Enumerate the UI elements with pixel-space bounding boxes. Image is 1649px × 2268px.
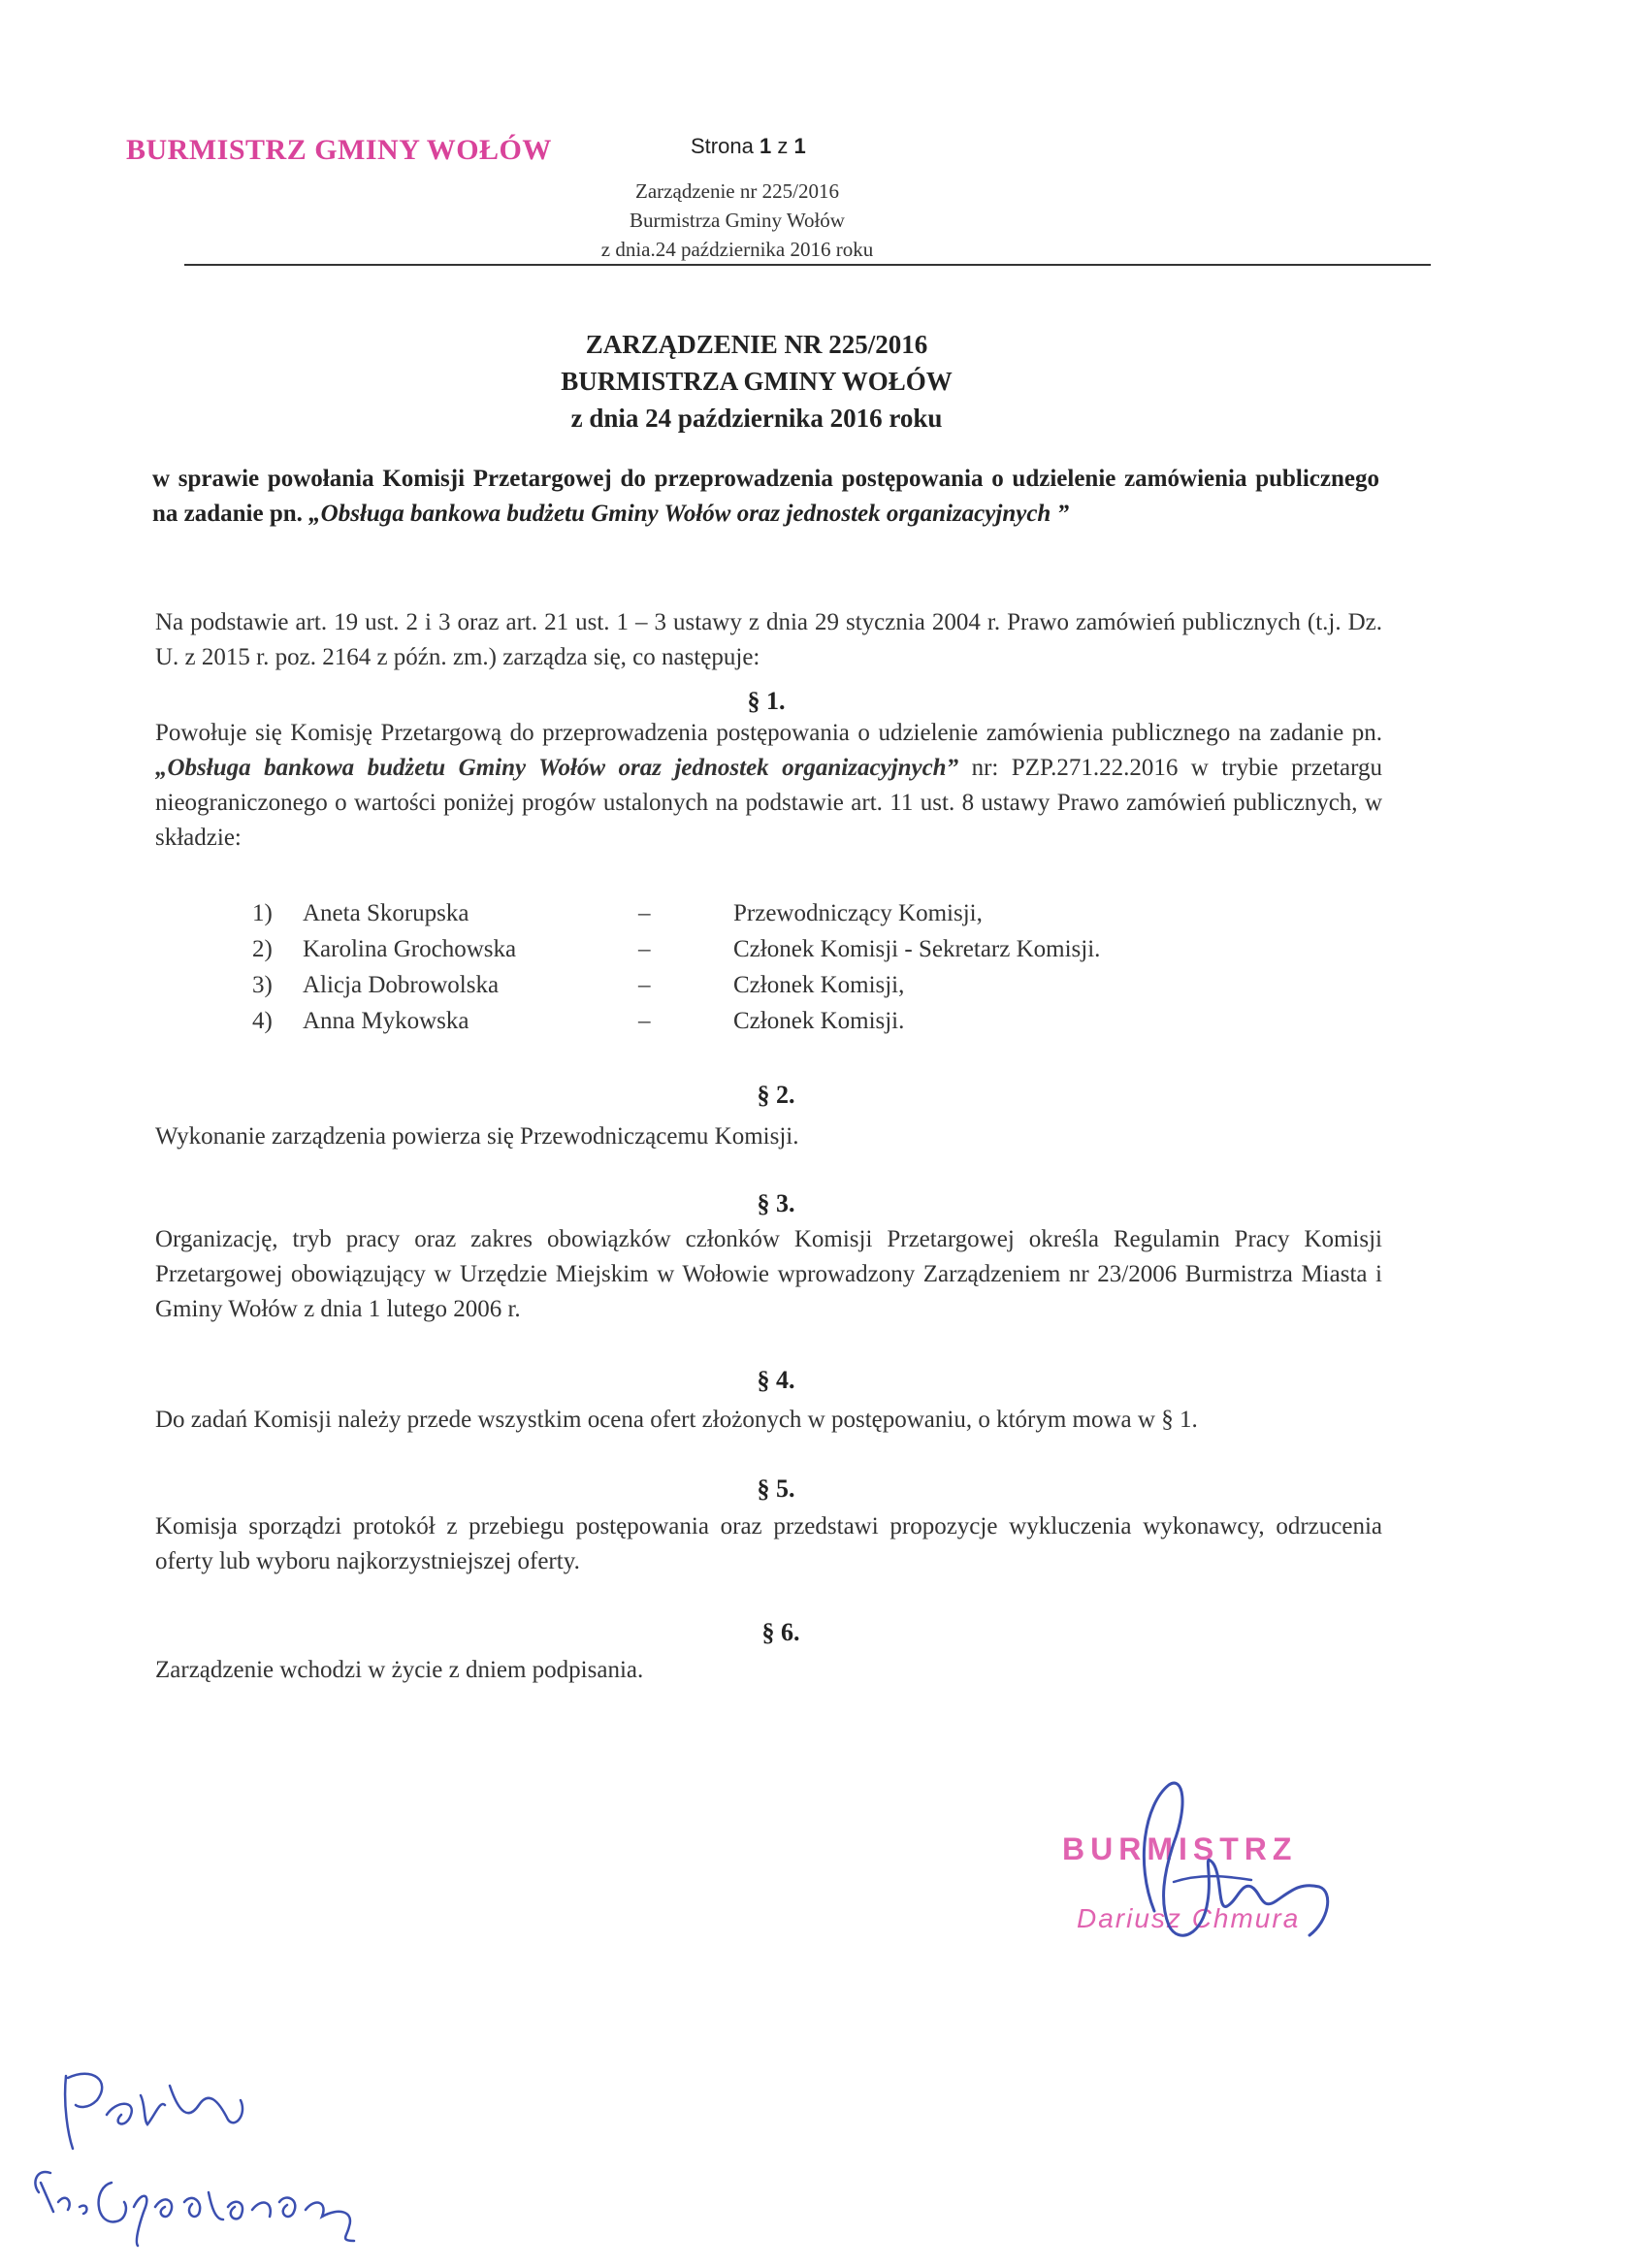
member-dash: – xyxy=(638,900,651,926)
header-divider xyxy=(184,264,1431,266)
section-2-text: Wykonanie zarządzenia powierza się Przewodniczącemu Komisji. xyxy=(155,1123,799,1150)
header-ref-line2: Burmistrza Gminy Wołów xyxy=(630,209,845,232)
page-current: 1 xyxy=(759,134,772,158)
legal-basis: Na podstawie art. 19 ust. 2 i 3 oraz art. 21 ust. 1 – 3 ustawy z dnia 29 stycznia 2004 r. Prawo zamówień publicznych (t.j. Dz. U. z 2015 r. poz. 2164 z późn. zm.) zarządza się, co następuje: xyxy=(155,609,1382,670)
section-3-heading: § 3. xyxy=(757,1189,795,1217)
member-dash: – xyxy=(638,1008,651,1034)
header-ref-line3: z dnia.24 października 2016 roku xyxy=(600,238,874,261)
section-6-text: Zarządzenie wchodzi w życie z dniem podpisania. xyxy=(155,1657,644,1683)
subject-lead: w sprawie powołania Komisji Przetargowej do przeprowadzenia postępowania o udzielenie zamówienia publicznego na zadanie pn. xyxy=(152,466,1379,527)
subject-task-name: „Obsługa bankowa budżetu Gminy Wołów oraz jednostek organizacyjnych ” xyxy=(308,501,1070,527)
mayor-stamp-name: Dariusz Chmura xyxy=(1077,1903,1301,1933)
section-1-pre: Powołuje się Komisję Przetargową do przeprowadzenia postępowania o udzielenie zamówienia publicznego na zadanie pn. xyxy=(155,720,1382,746)
mayor-signature xyxy=(1116,1766,1339,1960)
member-number: 1) xyxy=(252,900,273,926)
title-line2: BURMISTRZA GMINY WOŁÓW xyxy=(561,367,953,396)
member-role: Przewodniczący Komisji, xyxy=(733,900,983,926)
member-dash: – xyxy=(638,936,651,962)
title-line3: z dnia 24 października 2016 roku xyxy=(570,404,943,433)
section-5-heading: § 5. xyxy=(757,1474,795,1503)
member-name: Alicja Dobrowolska xyxy=(303,972,500,998)
header-reference xyxy=(543,177,931,264)
list-item xyxy=(252,972,1222,1008)
section-3-text: Organizację, tryb pracy oraz zakres obowiązków członków Komisji Przetargowej określa Regulamin Pracy Komisji Przetargowej obowiązujący w Urzędzie Miejskim w Wołowie wprowadzony Zarządzeniem nr 23/2006 Burmistrza Miasta i Gminy Wołów z dnia 1 lutego 2006 r. xyxy=(155,1226,1382,1322)
section-1-text xyxy=(155,716,1382,856)
list-item xyxy=(252,900,1222,936)
member-role: Członek Komisji. xyxy=(733,1008,905,1034)
member-name: Aneta Skorupska xyxy=(303,900,469,926)
section-5-text: Komisja sporządzi protokół z przebiegu postępowania oraz przedstawi propozycje wykluczenia wykonawcy, odrzucenia oferty lub wyboru najkorzystniejszej oferty. xyxy=(155,1513,1382,1574)
member-role: Członek Komisji, xyxy=(733,972,905,998)
member-number: 2) xyxy=(252,936,273,962)
member-number: 3) xyxy=(252,972,273,998)
page-total: 1 xyxy=(793,134,806,158)
section-6-heading: § 6. xyxy=(761,1618,800,1646)
subject-paragraph xyxy=(152,462,1379,532)
header-ref-line1: Zarządzenie nr 225/2016 xyxy=(635,179,839,203)
mayor-stamp-header: BURMISTRZ GMINY WOŁÓW xyxy=(126,134,552,166)
handwritten-note xyxy=(19,2047,388,2251)
document-title xyxy=(340,326,1174,437)
mayor-stamp-title: BURMISTRZ xyxy=(1062,1831,1298,1866)
member-dash: – xyxy=(638,972,651,998)
page-sep: z xyxy=(777,134,789,158)
section-1-task-name: „Obsługa bankowa budżetu Gminy Wołów oraz jednostek organizacyjnych” xyxy=(155,755,959,781)
title-line1: ZARZĄDZENIE NR 225/2016 xyxy=(585,330,928,359)
section-2-heading: § 2. xyxy=(757,1081,795,1109)
member-name: Anna Mykowska xyxy=(303,1008,469,1034)
member-number: 4) xyxy=(252,1008,273,1034)
list-item xyxy=(252,1008,1222,1044)
page-indicator xyxy=(691,134,806,159)
section-4-text: Do zadań Komisji należy przede wszystkim ocena ofert złożonych w postępowaniu, o którym mowa w § 1. xyxy=(155,1407,1198,1433)
page-label: Strona xyxy=(691,134,754,158)
list-item xyxy=(252,936,1222,972)
member-name: Karolina Grochowska xyxy=(303,936,517,962)
committee-members-list xyxy=(252,900,1222,1044)
member-role: Członek Komisji - Sekretarz Komisji. xyxy=(733,936,1101,962)
section-1-post: nr: PZP.271.22.2016 w trybie przetargu nieograniczonego o wartości poniżej progów ustalonych na podstawie art. 11 ust. 8 ustawy Prawo zamówień publicznych, w składzie: xyxy=(155,755,1383,851)
section-4-heading: § 4. xyxy=(757,1366,795,1394)
section-1-heading: § 1. xyxy=(747,687,786,715)
